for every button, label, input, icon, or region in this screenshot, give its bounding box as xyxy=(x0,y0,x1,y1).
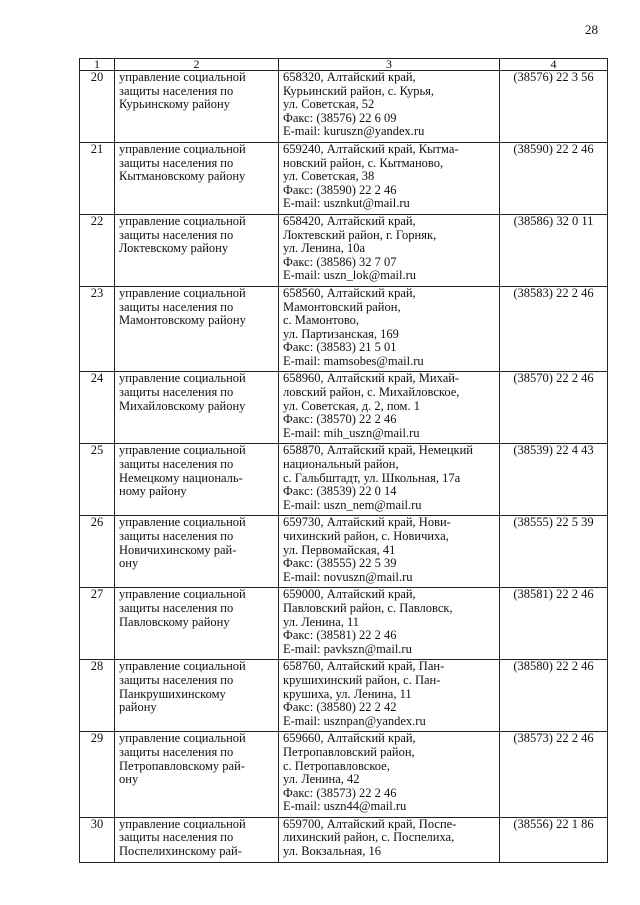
agency-name-cell xyxy=(115,817,279,862)
phone-cell: (38590) 22 2 46 xyxy=(500,142,608,214)
agency-name-line: управление социальной xyxy=(119,70,246,84)
agency-name-line: управление социальной xyxy=(119,515,246,530)
address-line: новский район, с. Кытманово, xyxy=(283,155,444,170)
address-line: E-mail: uszn_lok@mail.ru xyxy=(283,268,417,283)
table-row xyxy=(80,142,608,214)
agency-name-line: защиты населения по xyxy=(119,155,234,170)
agency-name-line: защиты населения по xyxy=(119,83,234,98)
table-row xyxy=(80,286,608,372)
address-line: 659660, Алтайский край, xyxy=(283,731,416,746)
agency-name-line: управление социальной xyxy=(119,141,246,156)
address-line: Мамонтовский район, xyxy=(283,299,401,314)
address-line: E-mail: novuszn@mail.ru xyxy=(283,569,413,584)
agency-name-cell xyxy=(115,444,279,516)
row-number: 30 xyxy=(80,817,115,862)
address-line: 658870, Алтайский край, Немецкий xyxy=(283,443,473,458)
agency-name-line: ному району xyxy=(119,484,187,499)
address-cell xyxy=(279,588,500,660)
agency-name-line: Новичихинскому рай- xyxy=(119,542,237,557)
phone-cell: (38539) 22 4 43 xyxy=(500,444,608,516)
address-line: с. Петропавловское, xyxy=(283,758,390,773)
address-line: Петропавловский район, xyxy=(283,744,415,759)
column-header-name: 2 xyxy=(115,59,279,71)
table-row xyxy=(80,372,608,444)
address-cell xyxy=(279,516,500,588)
agency-name-cell xyxy=(115,214,279,286)
row-number: 24 xyxy=(80,372,115,444)
address-line: ул. Советская, 52 xyxy=(283,97,375,112)
address-line: E-mail: mih_uszn@mail.ru xyxy=(283,425,420,440)
address-line: 659700, Алтайский край, Поспе- xyxy=(283,816,457,831)
row-number: 28 xyxy=(80,660,115,732)
address-line: Факс: (38570) 22 2 46 xyxy=(283,412,397,427)
address-line: Факс: (38580) 22 2 42 xyxy=(283,700,397,715)
table-header-row xyxy=(80,59,608,71)
agency-name-cell xyxy=(115,71,279,143)
address-line: крушиха, ул. Ленина, 11 xyxy=(283,686,412,701)
address-line: ул. Ленина, 11 xyxy=(283,614,360,629)
address-line: 658760, Алтайский край, Пан- xyxy=(283,659,445,674)
agency-name-line: защиты населения по xyxy=(119,600,234,615)
address-cell xyxy=(279,660,500,732)
address-line: E-mail: uszn44@mail.ru xyxy=(283,799,407,814)
address-line: Курьинский район, с. Курья, xyxy=(283,83,435,98)
phone-cell: (38583) 22 2 46 xyxy=(500,286,608,372)
agency-name-line: управление социальной xyxy=(119,285,246,300)
page-number: 28 xyxy=(585,22,598,37)
address-line: Факс: (38590) 22 2 46 xyxy=(283,182,397,197)
agency-name-line: Локтевскому району xyxy=(119,241,229,256)
agency-name-line: защиты населения по xyxy=(119,744,234,759)
agency-name-line: управление социальной xyxy=(119,371,246,386)
agency-name-line: ону xyxy=(119,556,139,571)
row-number: 25 xyxy=(80,444,115,516)
address-line: E-mail: pavkszn@mail.ru xyxy=(283,641,412,656)
agency-name-cell xyxy=(115,372,279,444)
address-line: ул. Ленина, 42 xyxy=(283,772,360,787)
agency-name-line: ону xyxy=(119,772,139,787)
address-cell xyxy=(279,372,500,444)
agency-name-line: Курьинскому району xyxy=(119,97,230,112)
address-line: ул. Советская, 38 xyxy=(283,169,375,184)
agency-name-line: Мамонтовскому району xyxy=(119,313,246,328)
agency-name-cell xyxy=(115,732,279,818)
agency-name-line: управление социальной xyxy=(119,443,246,458)
address-line: Факс: (38576) 22 6 09 xyxy=(283,110,397,125)
address-line: 658960, Алтайский край, Михай- xyxy=(283,371,460,386)
address-line: E-mail: uszn_nem@mail.ru xyxy=(283,497,422,512)
agency-name-cell xyxy=(115,588,279,660)
phone-cell: (38556) 22 1 86 xyxy=(500,817,608,862)
address-line: Факс: (38555) 22 5 39 xyxy=(283,556,397,571)
address-line: Факс: (38539) 22 0 14 xyxy=(283,484,397,499)
agency-name-line: Поспелихинскому рай- xyxy=(119,844,242,859)
column-header-address: 3 xyxy=(279,59,500,71)
row-number: 26 xyxy=(80,516,115,588)
row-number: 23 xyxy=(80,286,115,372)
address-line: ловский район, с. Михайловское, xyxy=(283,385,460,400)
agency-name-line: защиты населения по xyxy=(119,830,234,845)
agency-name-line: управление социальной xyxy=(119,213,246,228)
agency-name-line: Михайловскому району xyxy=(119,398,246,413)
agency-name-line: Немецкому националь- xyxy=(119,470,243,485)
phone-cell: (38586) 32 0 11 xyxy=(500,214,608,286)
address-line: E-mail: usznkut@mail.ru xyxy=(283,196,410,211)
address-cell xyxy=(279,444,500,516)
phone-cell: (38576) 22 3 56 xyxy=(500,71,608,143)
phone-cell: (38570) 22 2 46 xyxy=(500,372,608,444)
column-header-phone: 4 xyxy=(500,59,608,71)
address-line: с. Гальбштадт, ул. Школьная, 17а xyxy=(283,470,461,485)
address-cell xyxy=(279,286,500,372)
address-line: 659000, Алтайский край, xyxy=(283,587,416,602)
agency-name-cell xyxy=(115,286,279,372)
address-line: 658560, Алтайский край, xyxy=(283,285,416,300)
agency-name-line: Павловскому району xyxy=(119,614,230,629)
address-line: Локтевский район, г. Горняк, xyxy=(283,227,437,242)
address-line: 658420, Алтайский край, xyxy=(283,213,416,228)
row-number: 29 xyxy=(80,732,115,818)
address-line: Факс: (38573) 22 2 46 xyxy=(283,785,397,800)
agency-name-line: управление социальной xyxy=(119,587,246,602)
agencies-table xyxy=(79,58,608,863)
row-number: 22 xyxy=(80,214,115,286)
address-line: лихинский район, с. Поспелиха, xyxy=(283,830,455,845)
table-row xyxy=(80,214,608,286)
agency-name-line: защиты населения по xyxy=(119,385,234,400)
agency-name-cell xyxy=(115,516,279,588)
address-line: E-mail: mamsobes@mail.ru xyxy=(283,353,424,368)
agency-name-line: району xyxy=(119,700,157,715)
address-line: чихинский район, с. Новичиха, xyxy=(283,529,449,543)
address-line: Павловский район, с. Павловск, xyxy=(283,600,453,615)
column-header-number: 1 xyxy=(80,59,115,71)
address-line: Факс: (38583) 21 5 01 xyxy=(283,340,397,355)
agency-name-line: защиты населения по xyxy=(119,227,234,242)
table-row xyxy=(80,71,608,143)
agency-name-line: защиты населения по xyxy=(119,529,234,543)
agency-name-cell xyxy=(115,142,279,214)
address-line: ул. Первомайская, 41 xyxy=(283,542,396,557)
phone-cell: (38573) 22 2 46 xyxy=(500,732,608,818)
address-line: Факс: (38581) 22 2 46 xyxy=(283,628,397,643)
address-cell xyxy=(279,817,500,862)
table-row xyxy=(80,588,608,660)
address-line: ул. Партизанская, 169 xyxy=(283,326,399,341)
table-row xyxy=(80,516,608,588)
row-number: 20 xyxy=(80,71,115,143)
address-cell xyxy=(279,214,500,286)
agency-name-line: Петропавловскому рай- xyxy=(119,758,245,773)
address-line: национальный район, xyxy=(283,457,399,472)
address-line: ул. Ленина, 10а xyxy=(283,241,366,256)
agency-name-line: защиты населения по xyxy=(119,299,234,314)
address-line: ул. Советская, д. 2, пом. 1 xyxy=(283,398,420,413)
address-cell xyxy=(279,71,500,143)
address-line: 659730, Алтайский край, Нови- xyxy=(283,515,451,530)
agency-name-line: управление социальной xyxy=(119,731,246,746)
agency-name-line: Кытмановскому району xyxy=(119,169,246,184)
phone-cell: (38581) 22 2 46 xyxy=(500,588,608,660)
agency-name-line: защиты населения по xyxy=(119,457,234,472)
address-line: 658320, Алтайский край, xyxy=(283,70,416,84)
table-row xyxy=(80,817,608,862)
agency-name-cell xyxy=(115,660,279,732)
table-row xyxy=(80,732,608,818)
row-number: 21 xyxy=(80,142,115,214)
agency-name-line: управление социальной xyxy=(119,659,246,674)
address-cell xyxy=(279,732,500,818)
phone-cell: (38580) 22 2 46 xyxy=(500,660,608,732)
address-line: E-mail: kuruszn@yandex.ru xyxy=(283,124,425,139)
agency-name-line: Панкрушихинскому xyxy=(119,686,226,701)
address-line: E-mail: usznpan@yandex.ru xyxy=(283,713,426,728)
table-row xyxy=(80,444,608,516)
address-line: Факс: (38586) 32 7 07 xyxy=(283,254,397,269)
row-number: 27 xyxy=(80,588,115,660)
address-line: ул. Вокзальная, 16 xyxy=(283,844,381,859)
address-line: с. Мамонтово, xyxy=(283,313,360,328)
phone-cell: (38555) 22 5 39 xyxy=(500,516,608,588)
address-cell xyxy=(279,142,500,214)
agency-name-line: защиты населения по xyxy=(119,672,234,687)
agency-name-line: управление социальной xyxy=(119,816,246,831)
address-line: крушихинский район, с. Пан- xyxy=(283,672,441,687)
address-line: 659240, Алтайский край, Кытма- xyxy=(283,141,459,156)
table-row xyxy=(80,660,608,732)
